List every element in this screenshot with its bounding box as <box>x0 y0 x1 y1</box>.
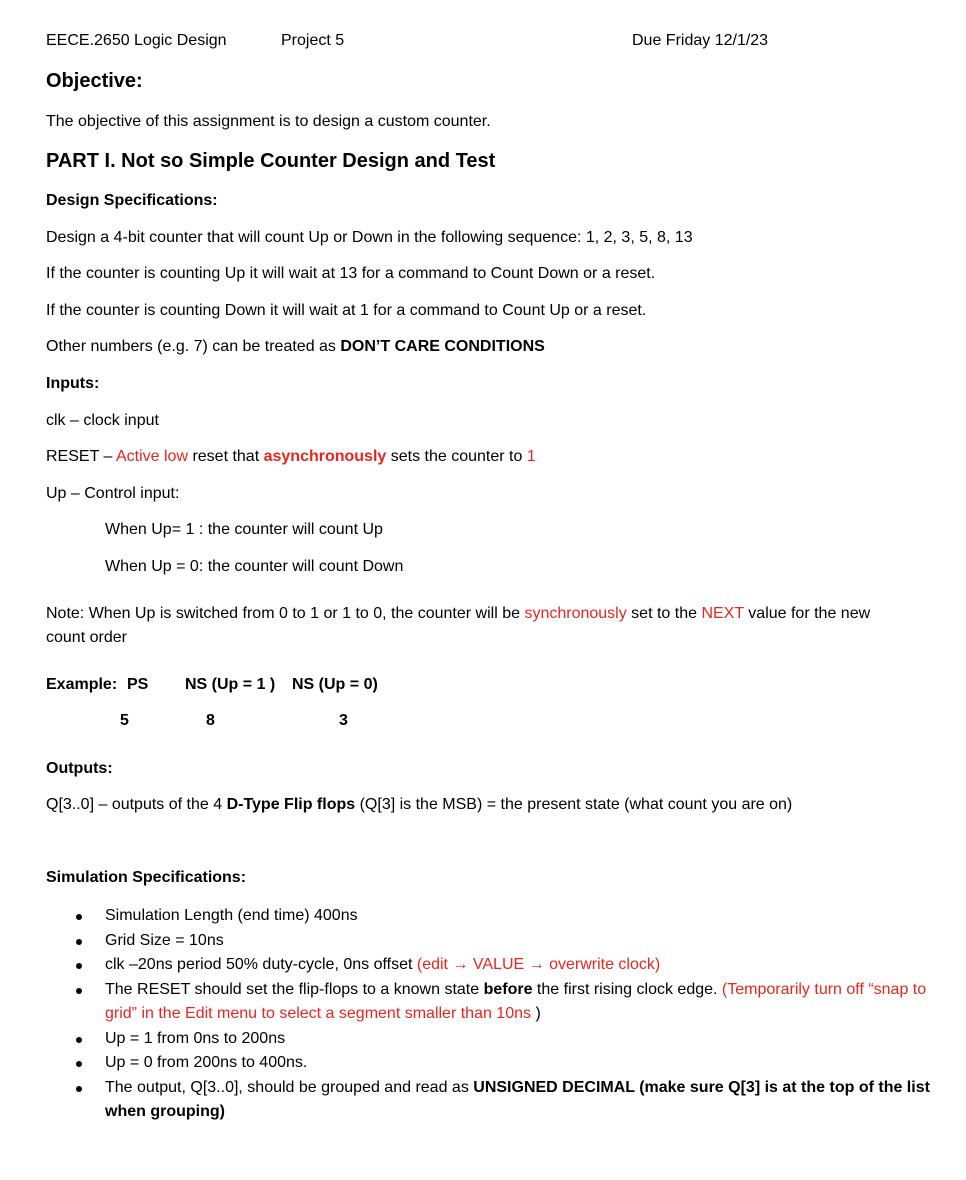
dont-care-emphasis: DON’T CARE CONDITIONS <box>340 338 545 355</box>
sim-grid-text: Grid Size = 10ns <box>105 931 224 949</box>
design-line-down-wait: If the counter is counting Down it will wait at 1 for a command to Count Up or a reset. <box>46 302 647 319</box>
reset-asynchronously: asynchronously <box>263 448 387 465</box>
part1-heading: PART I. Not so Simple Counter Design and Test <box>46 150 496 172</box>
reset-value: 1 <box>526 448 536 465</box>
design-line-dont-care <box>46 338 545 356</box>
objective-heading: Objective: <box>46 70 143 92</box>
up-input-line: Up – Control input: <box>46 485 180 502</box>
sim-item-up-1 <box>46 1027 946 1052</box>
sim-item-grid <box>46 929 946 954</box>
sim-reset-before: before <box>483 980 533 998</box>
design-spec-heading: Design Specifications: <box>46 192 218 209</box>
example-col-ns-up0: NS (Up = 0) <box>292 676 378 693</box>
simulation-list <box>46 904 946 1125</box>
clk-input-line: clk – clock input <box>46 412 159 429</box>
note-text-1: Note: When Up is switched from 0 to 1 or 1 to 0, the counter will be <box>46 605 525 622</box>
sim-item-reset <box>46 978 946 1027</box>
due-date: Due Friday 12/1/23 <box>632 32 769 49</box>
sim-reset-text-1: The RESET should set the flip-flops to a known state <box>105 980 484 998</box>
sim-reset-instructions: (Temporarily turn off “snap to grid” in the Edit menu to select a segment smaller than 10ns <box>105 980 927 1022</box>
example-col-ps: PS <box>127 676 149 693</box>
course-title: EECE.2650 Logic Design <box>46 32 227 49</box>
outputs-heading: Outputs: <box>46 760 113 777</box>
example-val-ns-up1: 8 <box>206 712 215 729</box>
outputs-text-2: (Q[3] is the MSB) = the present state (what count you are on) <box>355 796 793 813</box>
outputs-text-1: Q[3..0] – outputs of the 4 <box>46 796 227 813</box>
note-synchronously: synchronously <box>524 605 627 622</box>
design-line-sequence: Design a 4-bit counter that will count Up or Down in the following sequence: 1, 2, 3, 5, 8, 13 <box>46 229 693 246</box>
note-line-1 <box>46 605 870 623</box>
objective-text: The objective of this assignment is to design a custom counter. <box>46 113 491 130</box>
sim-clk-text: clk –20ns period 50% duty-cycle, 0ns offset <box>105 956 417 973</box>
sim-up1-text: Up = 1 from 0ns to 200ns <box>105 1029 286 1047</box>
up-equals-0-line: When Up = 0: the counter will count Down <box>105 558 404 575</box>
simulation-heading: Simulation Specifications: <box>46 869 247 886</box>
project-label: Project 5 <box>281 32 345 49</box>
dont-care-text: Other numbers (e.g. 7) can be treated as <box>46 338 341 355</box>
outputs-dff: D-Type Flip flops <box>226 796 356 813</box>
sim-clk-instructions: (edit → VALUE → overwrite clock) <box>416 956 661 973</box>
reset-text-1: reset that <box>188 448 264 465</box>
note-next: NEXT <box>701 605 744 622</box>
design-line-up-wait: If the counter is counting Up it will wait at 13 for a command to Count Down or a reset. <box>46 265 656 282</box>
sim-item-length <box>46 904 946 929</box>
sim-length-text: Simulation Length (end time) 400ns <box>105 907 358 924</box>
sim-item-up-0 <box>46 1051 946 1076</box>
sim-output-text: The output, Q[3..0], should be grouped and read as <box>105 1078 474 1096</box>
example-val-ns-up0: 3 <box>339 712 348 729</box>
inputs-heading: Inputs: <box>46 375 100 392</box>
note-text-3: value for the new <box>743 605 871 622</box>
reset-text-2: sets the counter to <box>386 448 527 465</box>
sim-item-clk <box>46 953 946 978</box>
example-label: Example: <box>46 676 118 693</box>
sim-up0-text: Up = 0 from 200ns to 400ns. <box>105 1054 308 1071</box>
reset-active-low: Active low <box>115 448 188 465</box>
sim-reset-close-paren: ) <box>531 1005 541 1022</box>
sim-reset-text-2: the first rising clock edge. <box>532 980 722 998</box>
reset-input-line <box>46 448 536 466</box>
example-col-ns-up1: NS (Up = 1 ) <box>185 676 276 693</box>
sim-item-output <box>46 1076 946 1125</box>
up-equals-1-line: When Up= 1 : the counter will count Up <box>105 521 383 538</box>
sim-output-emphasis: UNSIGNED DECIMAL (make sure Q[3] is at the top of the list when grouping) <box>105 1078 930 1120</box>
example-val-ps: 5 <box>120 712 129 729</box>
note-text-2: set to the <box>626 605 702 622</box>
reset-label: RESET – <box>46 448 116 465</box>
note-line-2: count order <box>46 629 127 646</box>
outputs-line <box>46 796 792 814</box>
